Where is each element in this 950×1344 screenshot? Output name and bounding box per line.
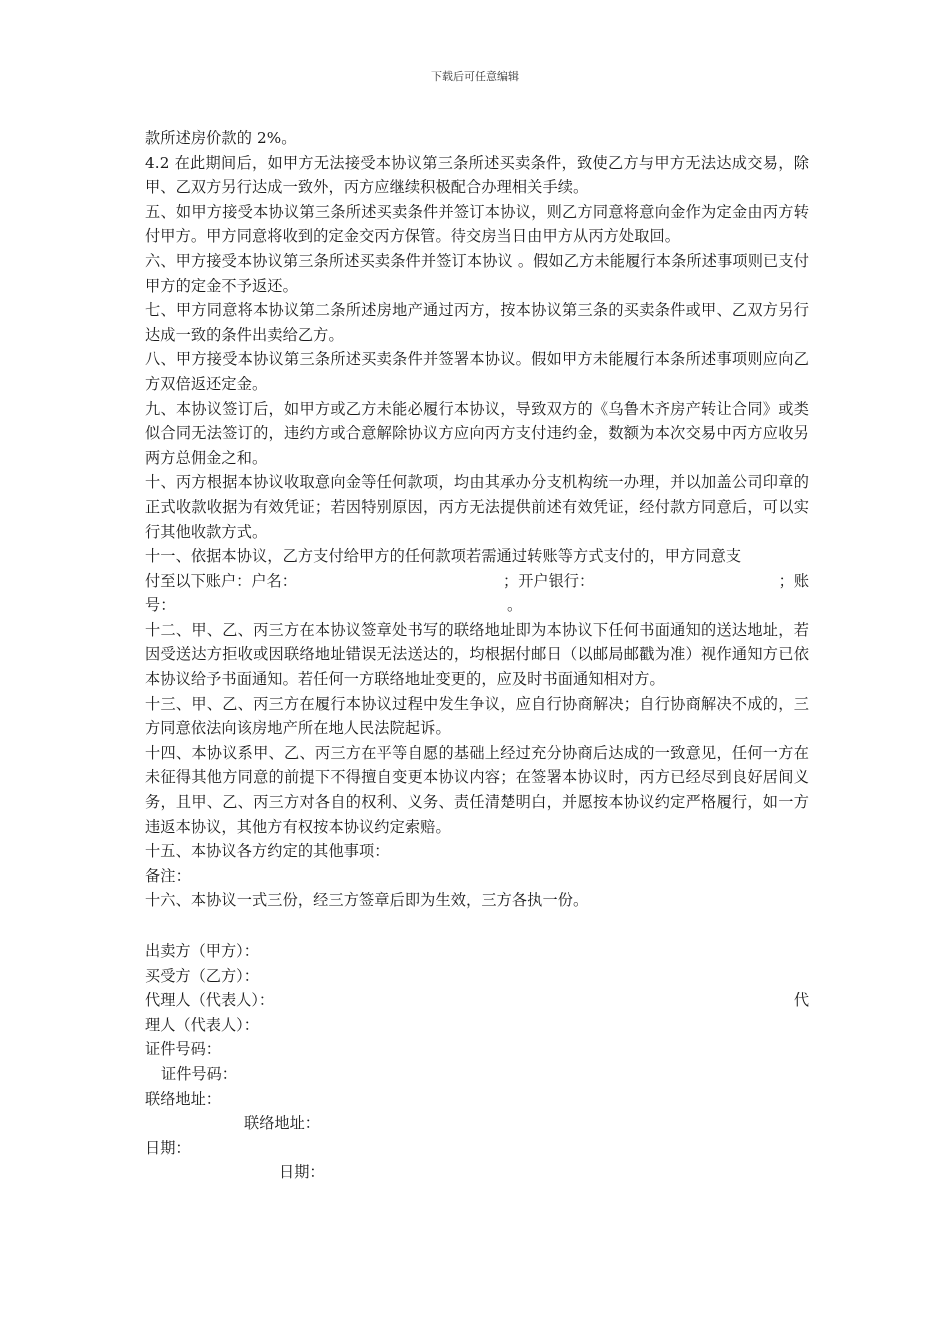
date-line-2 xyxy=(145,1160,809,1185)
buyer-label: 买受方（乙方）： xyxy=(145,966,259,985)
paragraph-price-percent: 款所述房价款的 2%。 xyxy=(145,129,297,147)
paragraph-5: 五、如甲方接受本协议第三条所述买卖条件并签订本协议，则乙方同意将意向金作为定金由丙方转付甲方。甲方同意将收到的定金交丙方保管。待交房当日由甲方从丙方处取回。 xyxy=(145,202,809,246)
id-line-1 xyxy=(145,1037,809,1062)
seller-line xyxy=(145,939,809,964)
agent-line-1 xyxy=(145,988,809,1013)
paragraph-9: 九、本协议签订后，如甲方或乙方未能必履行本协议，导致双方的《乌鲁木齐房产转让合同》或类似合同无法签订的，违约方或合意解除协议方应向丙方支付违约金，数额为本次交易中丙方应收另两方总佣金之和。 xyxy=(145,399,809,467)
paragraph-4-2: 4.2 在此期间后，如甲方无法接受本协议第三条所述买卖条件，致使乙方与甲方无法达成交易，除甲、乙双方另行达成一致外，丙方应继续积极配合办理相关手续。 xyxy=(145,153,809,197)
date-label-2: 日期： xyxy=(279,1163,325,1182)
account-line-3 xyxy=(145,593,809,618)
remarks: 备注： xyxy=(145,866,191,885)
paragraph-7: 七、甲方同意将本协议第二条所述房地产通过丙方，按本协议第三条的买卖条件或甲、乙双方另行达成一致的条件出卖给乙方。 xyxy=(145,301,809,344)
account-period: 。 xyxy=(507,596,523,615)
id-line-2 xyxy=(145,1062,809,1087)
account-line-1: 十一、依据本协议，乙方支付给甲方的任何款项若需通过转账等方式支付的，甲方同意支 xyxy=(145,547,742,566)
address-line-2 xyxy=(145,1111,809,1136)
agent-label-1: 代理人（代表人）： xyxy=(145,991,275,1010)
paragraph-6: 六、甲方接受本协议第三条所述买卖条件并签订本协议 。假如乙方未能履行本条所述事项则已支付甲方的定金不予返还。 xyxy=(145,251,809,295)
paragraph-16: 十六、本协议一式三份，经三方签章后即为生效，三方各执一份。 xyxy=(145,891,589,910)
paragraph-13: 十三、甲、乙、丙三方在履行本协议过程中发生争议，应自行协商解决；自行协商解决不成的，三方同意依法向该房地产所在地人民法院起诉。 xyxy=(145,694,809,738)
agent-label-2-end: 理人（代表人）： xyxy=(145,1015,259,1034)
account-number-label-start: ；账 xyxy=(778,571,809,590)
date-label-1: 日期： xyxy=(145,1138,191,1157)
bank-label: ；开户银行： xyxy=(503,571,595,590)
paragraph-11-account xyxy=(145,544,809,618)
paragraph-15: 十五、本协议各方约定的其他事项： xyxy=(145,842,390,861)
signature-block xyxy=(145,939,809,1185)
buyer-line xyxy=(145,964,809,989)
address-label-2: 联络地址： xyxy=(244,1114,320,1133)
paragraph-14: 十四、本协议系甲、乙、丙三方在平等自愿的基础上经过充分协商后达成的一致意见，任何一方在未征得其他方同意的前提下不得擅自变更本协议内容；在签署本协议时，丙方已经尽到良好居间义务，且甲、乙、丙三方对各自的权利、义务、责任清楚明白，并愿按本协议约定严格履行，如一方违返本协议，其他方有权按本协议约定索赔。 xyxy=(145,743,809,836)
id-label-2: 证件号码： xyxy=(161,1064,237,1083)
paragraph-10: 十、丙方根据本协议收取意向金等任何款项，均由其承办分支机构统一办理，并以加盖公司印章的正式收款收据为有效凭证；若因特别原因，丙方无法提供前述有效凭证，经付款方同意后，可以实行其他收款方式。 xyxy=(145,473,809,541)
date-line-1 xyxy=(145,1136,809,1161)
seller-label: 出卖方（甲方）： xyxy=(145,942,259,960)
address-label-1: 联络地址： xyxy=(145,1089,221,1108)
account-name-label: 付至以下账户：户名： xyxy=(145,571,297,590)
account-number-label-end: 号： xyxy=(145,596,176,615)
spacer xyxy=(145,913,809,939)
account-line-2 xyxy=(145,569,809,594)
document-body xyxy=(145,126,809,1185)
agent-label-2-start: 代 xyxy=(793,991,809,1010)
agent-line-2 xyxy=(145,1013,809,1038)
paragraph-8: 八、甲方接受本协议第三条所述买卖条件并签署本协议。假如甲方未能履行本条所述事项则应向乙方双倍返还定金。 xyxy=(145,350,809,393)
address-line-1 xyxy=(145,1087,809,1112)
page-header: 下载后可任意编辑 xyxy=(431,70,519,83)
id-label-1: 证件号码： xyxy=(145,1040,221,1059)
paragraph-12: 十二、甲、乙、丙三方在本协议签章处书写的联络地址即为本协议下任何书面通知的送达地址，若因受送达方拒收或因联络地址错误无法送达的，均根据付邮日（以邮局邮戳为准）视作通知方已依本协议给予书面通知。若任何一方联络地址变更的，应及时书面通知相对方。 xyxy=(145,620,809,689)
